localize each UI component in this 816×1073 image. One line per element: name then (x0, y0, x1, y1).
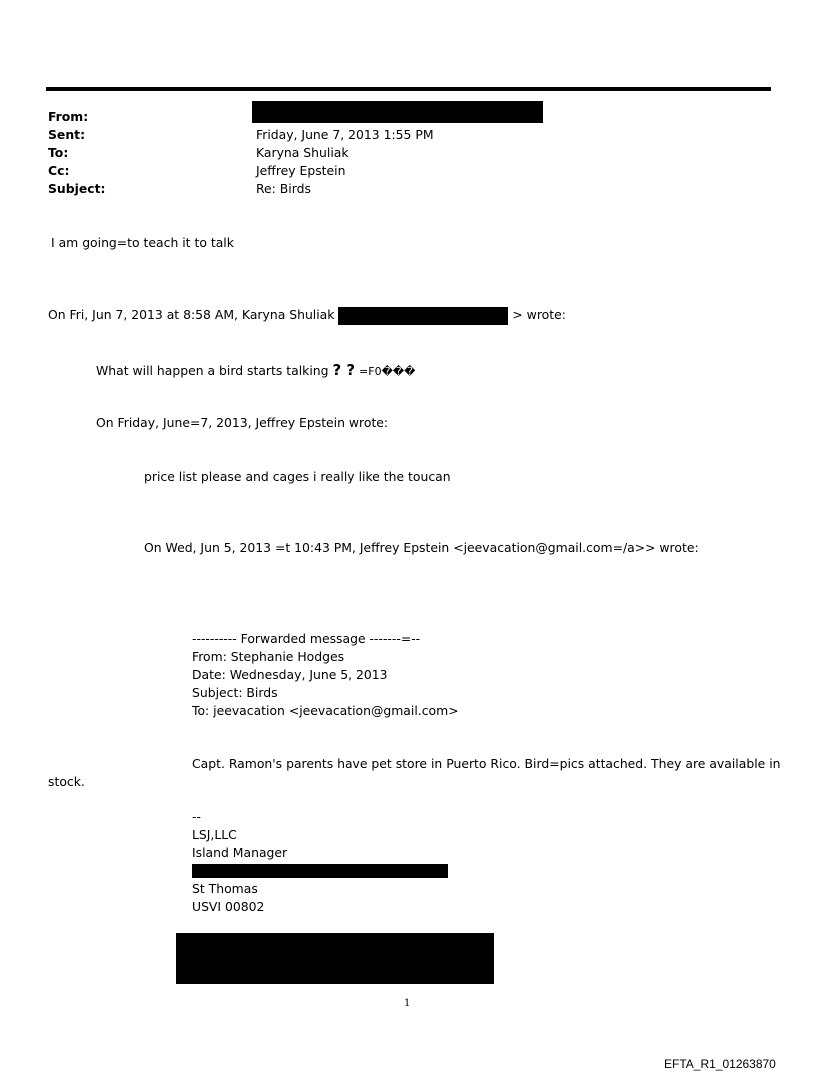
page-number: 1 (404, 998, 411, 1009)
redacted-address (192, 864, 448, 878)
cc-value: Jeffrey Epstein (256, 163, 346, 178)
sent-label: Sent: (48, 127, 86, 142)
to-label: To: (48, 145, 69, 160)
cc-label: Cc: (48, 163, 70, 178)
header-rule (46, 87, 771, 91)
sig-zip: USVI 00802 (192, 899, 265, 914)
from-label: From: (48, 109, 89, 124)
question-text: What will happen a bird starts talking (96, 363, 329, 378)
document-id: EFTA_R1_01263870 (664, 1057, 776, 1071)
quote2-attribution: On Friday, June=7, 2013, Jeffrey Epstein wrote: (96, 415, 389, 430)
capt-line: Capt. Ramon's parents have pet store in Puerto Rico. Bird=pics attached. They are available in (192, 756, 781, 771)
redacted-sender (252, 101, 543, 123)
quote1-prefix: On Fri, Jun 7, 2013 at 8:58 AM, Karyna Shuliak (48, 307, 335, 322)
question-tail: =F0��� (359, 365, 416, 378)
quote1-attribution (48, 306, 566, 325)
question-marks: ? ? (332, 361, 356, 379)
fwd-subject: Subject: Birds (192, 685, 278, 700)
sig-city: St Thomas (192, 881, 258, 896)
question-line (96, 361, 415, 381)
fwd-header: ---------- Forwarded message -------=-- (192, 631, 421, 646)
subject-value: Re: Birds (256, 181, 311, 196)
quote1-suffix: > wrote: (512, 307, 566, 322)
to-value: Karyna Shuliak (256, 145, 349, 160)
quote3-attribution: On Wed, Jun 5, 2013 =t 10:43 PM, Jeffrey Epstein <jeevacation@gmail.com=/a>> wrote: (144, 540, 699, 555)
fwd-to: To: jeevacation <jeevacation@gmail.com> (192, 703, 459, 718)
fwd-date: Date: Wednesday, June 5, 2013 (192, 667, 388, 682)
capt-wrap: stock. (48, 774, 85, 789)
subject-label: Subject: (48, 181, 106, 196)
reply-line: I am going=to teach it to talk (51, 235, 234, 250)
sig-title: Island Manager (192, 845, 288, 860)
fwd-from: From: Stephanie Hodges (192, 649, 345, 664)
redacted-block (176, 933, 494, 984)
sent-value: Friday, June 7, 2013 1:55 PM (256, 127, 434, 142)
redacted-email (338, 307, 508, 325)
price-line: price list please and cages i really like the toucan (144, 469, 451, 484)
sig-company: LSJ,LLC (192, 827, 237, 842)
sig-dash: -- (192, 809, 201, 824)
